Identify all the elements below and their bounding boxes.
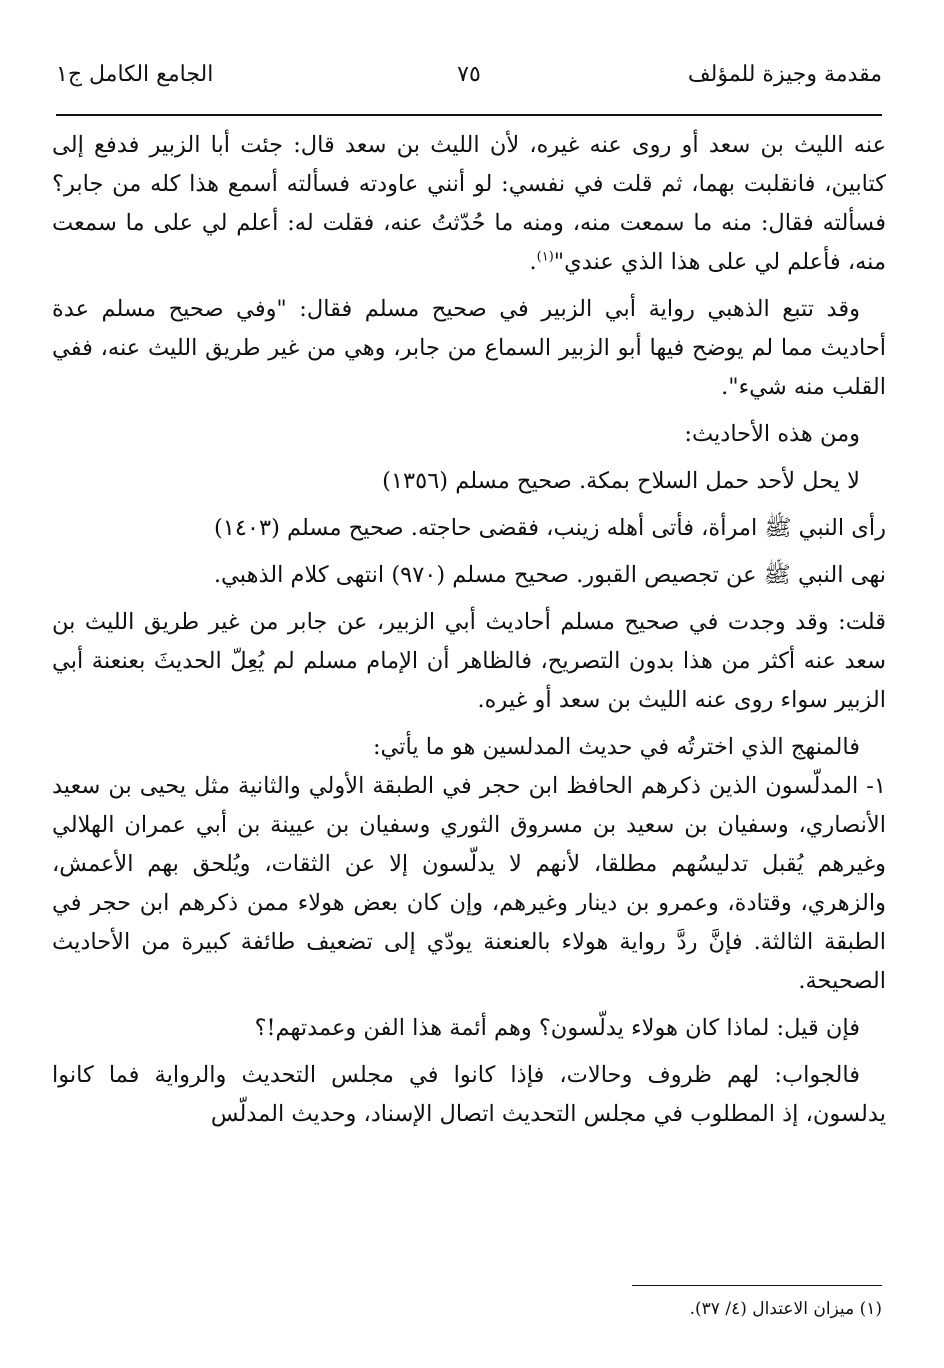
paragraph-1-text: عنه الليث بن سعد أو روى عنه غيره، لأن الليث بن سعد قال: جئت أبا الزبير فدفع إلى كتابين، فانقلبت بهما، ثم قلت في نفسي: لو أنني عاودته فسألته أسمع هذا كله من جابر؟ فسألته فقال: منه ما سمعت منه، ومنه ما حُدّثتُ عنه، فقلت له: أعلم لي على ما سمعت منه، فأعلم لي على هذا الذي عندي" xyxy=(52,132,886,275)
paragraph-8: فالمنهج الذي اخترتُه في حديث المدلسين هو ما يأتي: xyxy=(372,734,860,760)
hadith-item-3: نهى النبي ﷺ عن تجصيص القبور. صحيح مسلم (٩٧٠) انتهى كلام الذهبي. xyxy=(213,562,886,588)
chapter-title: مقدمة وجيزة للمؤلف xyxy=(687,62,882,87)
header-divider xyxy=(56,114,882,116)
footnote-ref-1: (١) xyxy=(536,249,554,265)
paragraph-3: ومن هذه الأحاديث: xyxy=(684,421,860,447)
hadith-item-2: رأى النبي ﷺ امرأة، فأتى أهله زينب، فقضى حاجته. صحيح مسلم (١٤٠٣) xyxy=(213,515,886,541)
paragraph-1 xyxy=(52,126,886,282)
paragraph-9: ١- المدلّسون الذين ذكرهم الحافظ ابن حجر في الطبقة الأولي والثانية مثل يحيى بن سعيد الأنصاري، وسفيان بن سعيد بن مسروق الثوري وسفيان بن عيينة بن أبي عمران الهلالي وغيرهم يُقبل تدليسُهم مطلقا، لأنهم لا يدلّسون إلا عن الثقات، ويُلحق بهم الأعمش، والزهري، وقتادة، وعمرو بن دينار وغيرهم، وإن كان بعض هولاء ممن ذكرهم ابن حجر في الطبقة الثالثة. فإنَّ ردَّ رواية هولاء بالعنعنة يودّي إلى تضعيف طائفة كبيرة من الأحاديث الصحيحة. xyxy=(52,773,886,994)
paragraph-2: وقد تتبع الذهبي رواية أبي الزبير في صحيح مسلم فقال: "وفي صحيح مسلم عدة أحاديث مما لم يوضح فيها أبو الزبير السماع من جابر، وهي من غير طريق الليث عنه، ففي القلب منه شيء". xyxy=(52,296,886,400)
page-number: ٧٥ xyxy=(457,62,481,87)
paragraph-7: قلت: وقد وجدت في صحيح مسلم أحاديث أبي الزبير، عن جابر من غير طريق الليث بن سعد عنه أكثر من هذا بدون التصريح، فالظاهر أن الإمام مسلم لم يُعِلّ الحديثَ بعنعنة أبي الزبير سواء روى عنه الليث بن سعد أو غيره. xyxy=(52,609,886,713)
footnote-text: ميزان الاعتدال (٤/ ٣٧). xyxy=(689,1299,855,1319)
hadith-item-1: لا يحل لأحد حمل السلاح بمكة. صحيح مسلم (١٣٥٦) xyxy=(382,468,860,494)
running-header xyxy=(56,56,882,108)
paragraph-10: فإن قيل: لماذا كان هولاء يدلّسون؟ وهم أئمة هذا الفن وعمدتهم!؟ xyxy=(254,1015,860,1041)
paragraph-11: فالجواب: لهم ظروف وحالات، فإذا كانوا في مجلس التحديث والرواية فما كانوا يدلسون، إذ المطلوب في مجلس التحديث اتصال الإسناد، وحديث المدلّس xyxy=(52,1062,886,1127)
footnote-1 xyxy=(56,1296,882,1322)
footnote-divider xyxy=(632,1285,882,1286)
book-title: الجامع الكامل ج١ xyxy=(56,62,214,87)
paragraph-1-tail: . xyxy=(529,249,537,275)
main-text xyxy=(52,126,886,1134)
footnote-number: (١) xyxy=(859,1299,882,1319)
